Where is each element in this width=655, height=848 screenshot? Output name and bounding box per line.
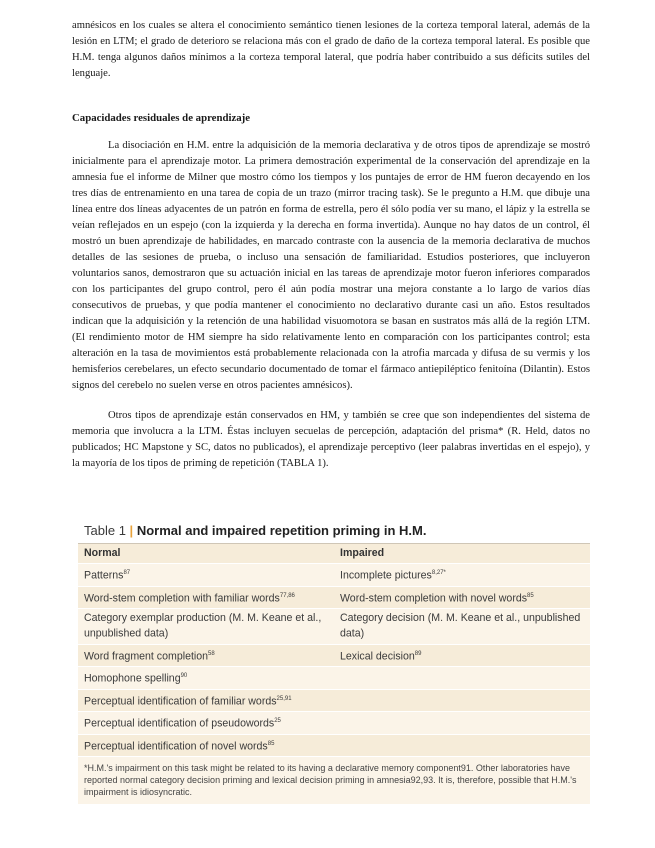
table-header-row: [78, 544, 590, 564]
cell-impaired: [334, 712, 590, 734]
cell-normal-ref: 25,91: [276, 695, 292, 702]
column-header-impaired: Impaired: [340, 547, 385, 559]
table-row: [78, 609, 590, 645]
paragraph-motor-learning: La disociación en H.M. entre la adquisición de la memoria declarativa y de otros tipos de aprendizaje se mostró inicialmente para el aprendizaje motor. La primera demostración experimental de la conservación del aprendizaje en la amnesia fue el informe de Milner que mostro cómo los tiempos y los puntajes de error de HM fueron decayendo en los tres días de entrenamiento en una tarea de copia de un trazo (mirror tracing task). Se le pregunto a H.M. que dibuje una línea entre dos líneas adyacentes de un patrón en forma de estrella, pero él sólo podía ver su mano, el lápiz y la estrella se veían reflejados en un espejo (con la izquierda y la derecha en forma invertida). Aunque no hay datos de un control, él mostró un buen aprendizaje de habilidades, en marcado contraste con la ausencia de la memoria declarativa de muchos detalles de las sesiones de prueba, o incluso una sensación de familiaridad. Estudios posteriores, que incluyeron voluntarios sanos, demostraron que su actuación inicial en las tareas de aprendizaje motor fueron inferiores comparados con los participantes del grupo control, pero él aún podía mostrar una mejora constante a lo largo de varios días consecutivos de pruebas, y que podía mantener el conocimiento no declarativo durante casi un año. Estos resultados indican que la adquisición y la retención de una habilidad visuomotora se basan en sustratos más allá de la región LTM. (El rendimiento motor de HM siempre ha sido relativamente lento en comparación con los participantes control; esta alteración en la tasa de movimientos está probablemente relacionada con la atrofia marcada y difusa de su vermis y los hemisferios cerebelares, un efecto secundario documentado de tomar el fármaco antiepiléptico fenitoína (Dilantin). Estos signos del cerebelo no suelen verse en otros pacientes amnésicos).: [72, 140, 590, 391]
cell-impaired-text: Word-stem completion with novel words: [340, 592, 528, 605]
table-number: Table 1: [84, 523, 126, 538]
section-heading: Capacidades residuales de aprendizaje: [72, 112, 251, 124]
cell-normal: [78, 690, 334, 712]
cell-normal-text: Perceptual identification of pseudowords: [84, 717, 275, 730]
document-body: [72, 18, 590, 472]
cell-normal-ref: 77,86: [279, 592, 295, 599]
table-row: [78, 690, 590, 713]
paragraph-other-learning: Otros tipos de aprendizaje están conservados en HM, y también se cree que son independientes del sistema de memoria que involucra a la LTM. Éstas incluyen secuelas de percepción, adaptación del prisma* (R. Held, datos no publicados; HC Mapstone y SC, datos no publicados), el aprendizaje perceptivo (leer palabras invertidas en el espejo), y la mayoría de los tipos de priming de repetición (TABLA 1).: [72, 410, 590, 469]
cell-normal: [78, 667, 334, 689]
cell-normal-ref: 85: [267, 740, 275, 747]
cell-impaired-ref: 85: [527, 592, 534, 599]
cell-impaired-text: Category decision (M. M. Keane et al., unpublished data): [340, 612, 581, 640]
cell-normal-ref: 87: [123, 570, 131, 576]
cell-impaired: [334, 587, 590, 609]
table-row: [78, 645, 590, 668]
cell-normal-ref: 25: [274, 718, 281, 725]
cell-normal: [78, 712, 334, 734]
table-row: [78, 735, 590, 758]
table-row: [78, 712, 590, 735]
cell-normal: [78, 587, 334, 609]
cell-normal-text: Homophone spelling: [84, 672, 181, 685]
table-row: [78, 587, 590, 610]
table-row: [78, 564, 590, 587]
cell-normal: [78, 564, 334, 586]
cell-normal-text: Patterns: [84, 569, 124, 582]
cell-impaired: [334, 667, 590, 689]
table-repetition-priming: [78, 521, 590, 804]
cell-normal-text: Perceptual identification of novel words: [84, 740, 268, 753]
table-caption: [78, 521, 590, 544]
cell-normal-text: Word fragment completion: [84, 650, 209, 663]
paragraph-intro: amnésicos en los cuales se altera el conocimiento semántico tienen lesiones de la corteza temporal lateral, además de la lesión en LTM; el grado de deterioro se relaciona más con el grado de daño de la corteza temporal lateral. Es posible que H.M. tenga algunos daños mínimos a la corteza temporal lateral, que podría haber contribuido a sus déficits sutiles del lenguaje.: [72, 20, 590, 79]
cell-impaired: [334, 564, 590, 586]
cell-normal-ref: 90: [180, 673, 188, 680]
table-separator: |: [129, 523, 134, 538]
cell-normal: [78, 735, 334, 757]
cell-impaired: [334, 735, 590, 757]
cell-impaired: [334, 645, 590, 667]
table-row: [78, 667, 590, 690]
cell-normal: [78, 645, 334, 667]
cell-normal: [78, 609, 334, 644]
cell-normal-text: Category exemplar production (M. M. Keane et al., unpublished data): [84, 612, 322, 640]
cell-impaired: [334, 690, 590, 712]
cell-impaired-ref: 8,27*: [431, 570, 446, 576]
cell-normal-text: Word-stem completion with familiar words: [84, 592, 280, 605]
cell-normal-text: Perceptual identification of familiar words: [84, 695, 277, 708]
cell-impaired: [334, 609, 590, 644]
cell-normal-ref: 58: [208, 650, 215, 657]
cell-impaired-text: Incomplete pictures: [340, 569, 432, 582]
cell-impaired-ref: 89: [414, 650, 422, 657]
table-body: [78, 564, 590, 757]
table-title: Normal and impaired repetition priming in H.M.: [136, 523, 427, 538]
cell-impaired-text: Lexical decision: [340, 650, 415, 663]
table-footnote: *H.M.'s impairment on this task might be related to its having a declarative memory component91. Other laboratories have reported normal category decision priming and lexical decision priming in amnesia92,93. It is, therefore, possible that H.M.'s impairment is idiosyncratic.: [78, 757, 590, 804]
column-header-normal: Normal: [84, 547, 121, 559]
